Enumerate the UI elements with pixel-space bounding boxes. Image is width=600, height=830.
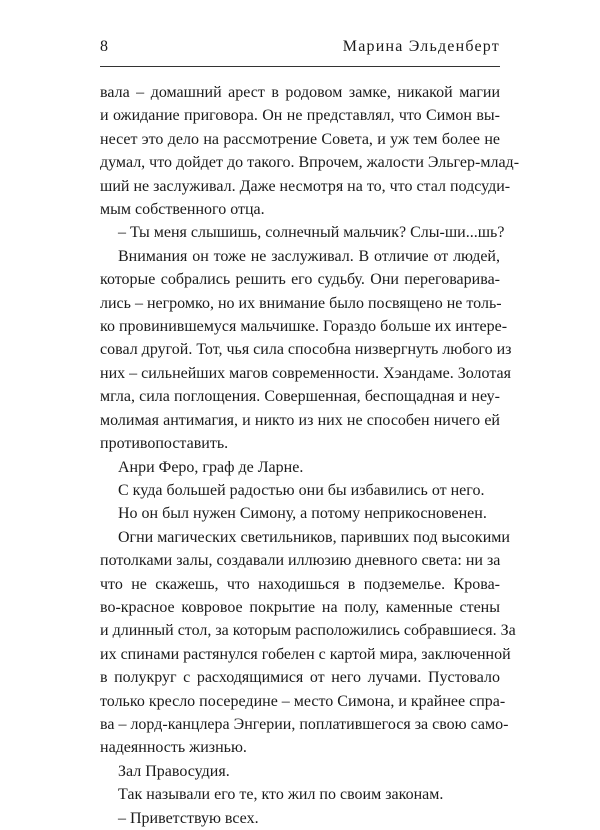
paragraph xyxy=(100,456,500,479)
header-rule xyxy=(100,66,500,67)
running-head-author: Марина Эльденберт xyxy=(342,38,500,55)
text-line: ший не заслуживал. Даже несмотря на то, что стал подсуди- xyxy=(100,177,511,195)
text-line: – Ты меня слышишь, солнечный мальчик? Слы-ши...шь? xyxy=(118,224,505,242)
paragraph xyxy=(100,479,500,502)
text-line: и ожидание приговора. Он не представлял, что Симон вы- xyxy=(100,107,500,125)
paragraph xyxy=(100,807,500,830)
text-line: вала – домашний арест в родовом замке, никакой магии xyxy=(100,84,500,101)
text-line: С куда большей радостью они бы избавились от него. xyxy=(118,481,485,499)
paragraph xyxy=(100,502,500,525)
text-line: них – сильнейших магов современности. Хэандаме. Золотая xyxy=(100,364,511,382)
text-line: в полукруг с расходящимися от него лучами. Пустовало xyxy=(100,669,500,687)
paragraph xyxy=(100,81,520,221)
text-line: их спинами растянулся гобелен с картой мира, заключенной xyxy=(100,645,511,663)
paragraph xyxy=(100,245,512,456)
text-line: лись – негромко, но их внимание было посвящено не толь- xyxy=(100,294,502,312)
text-line: думал, что дойдет до такого. Впрочем, жалости Эльгер-млад- xyxy=(100,154,520,172)
text-line: ва – лорд-канцлера Энгерии, поплатившегося за свою само- xyxy=(100,715,509,733)
text-line: мгла, сила поглощения. Совершенная, беспощадная и неу- xyxy=(100,388,500,406)
text-line: Так называли его те, кто жил по своим законам. xyxy=(118,786,444,804)
text-line: Огни магических светильников, паривших под высокими xyxy=(118,528,510,546)
text-line: – Приветствую всех. xyxy=(118,809,259,827)
text-line: Зал Правосудия. xyxy=(118,762,230,780)
text-line: Анри Феро, граф де Ларне. xyxy=(118,458,304,476)
text-line: Но он был нужен Симону, а потому неприкосновенен. xyxy=(118,505,487,523)
text-line: мым собственного отца. xyxy=(100,201,265,219)
body-text xyxy=(100,81,520,830)
paragraph xyxy=(100,783,500,806)
text-line: ко провинившемуся мальчишке. Гораздо больше их интере- xyxy=(100,318,508,336)
paragraph xyxy=(100,526,516,760)
text-line: во-красное ковровое покрытие на полу, каменные стены xyxy=(100,598,500,616)
text-line: надеянность жизнью. xyxy=(100,739,247,757)
text-line: несет это дело на рассмотрение Совета, и уж тем более не xyxy=(100,130,500,148)
page-number: 8 xyxy=(100,38,109,55)
text-line: потолками залы, создавали иллюзию дневного света: ни за xyxy=(100,552,501,570)
text-line: противопоставить. xyxy=(100,435,229,453)
text-line: Внимания он тоже не заслуживал. В отличие от людей, xyxy=(118,247,500,265)
paragraph xyxy=(100,760,500,783)
text-line: совал другой. Тот, чья сила способна низвергнуть любого из xyxy=(100,341,512,359)
text-line: что не скажешь, что находишься в подземелье. Крова- xyxy=(100,575,500,593)
text-line: которые собрались решить его судьбу. Они переговарива- xyxy=(100,271,500,289)
text-line: и длинный стол, за которым расположились собравшиеся. За xyxy=(100,622,516,640)
text-line: только кресло посередине – место Симона, и крайнее спра- xyxy=(100,692,506,710)
paragraph xyxy=(100,221,505,244)
text-line: молимая антимагия, и никто из них не способен ничего ей xyxy=(100,411,500,429)
